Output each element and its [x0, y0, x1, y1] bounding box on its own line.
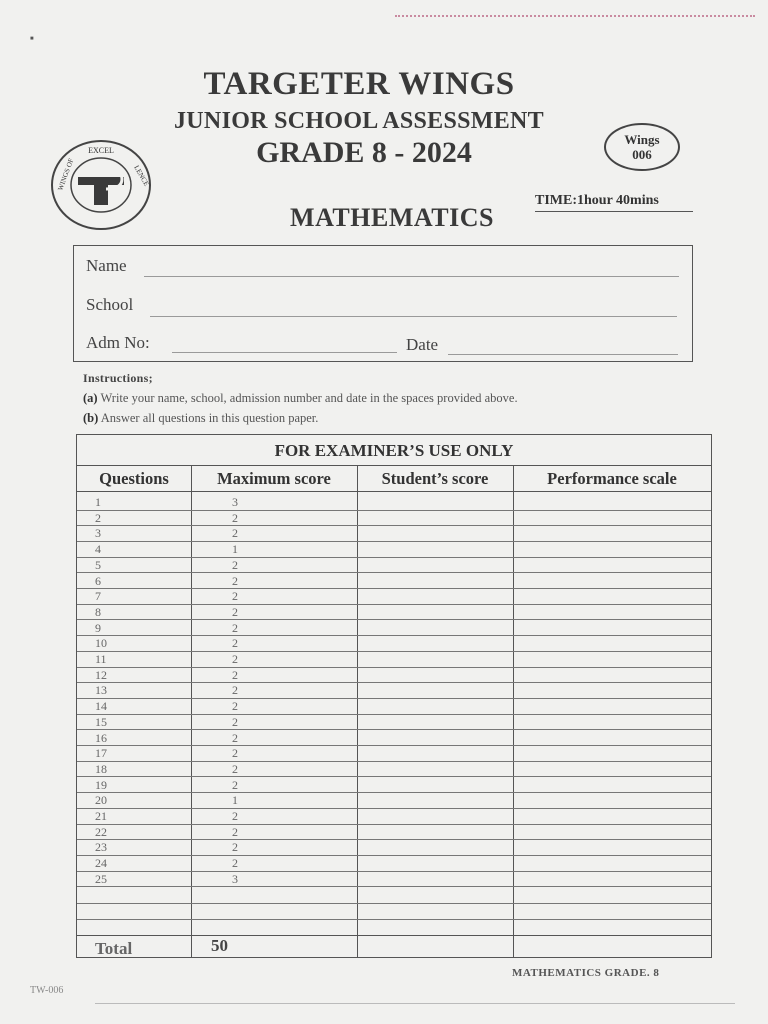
max-score: 2: [232, 856, 238, 871]
table-row: [77, 855, 711, 872]
table-row: [77, 824, 711, 841]
question-number: 14: [95, 699, 107, 714]
max-score: 2: [232, 604, 238, 619]
max-score: 1: [232, 793, 238, 808]
instruction-b-marker: (b): [83, 411, 99, 425]
footer-line: [95, 1003, 735, 1004]
question-number: 7: [95, 589, 101, 604]
max-score: 3: [232, 495, 238, 509]
table-row: [77, 651, 711, 668]
table-row: [77, 761, 711, 778]
org-title: TARGETER WINGS: [203, 66, 515, 102]
question-number: 6: [95, 573, 101, 588]
question-number: 19: [95, 777, 107, 792]
table-row: [77, 808, 711, 825]
max-score: 2: [232, 683, 238, 698]
table-row-empty: [77, 887, 711, 904]
max-score: 2: [232, 746, 238, 761]
badge-line-1: Wings: [624, 132, 660, 147]
max-score: 2: [232, 573, 238, 588]
max-score: 2: [232, 667, 238, 682]
table-row: [77, 494, 711, 511]
max-score: 2: [232, 510, 238, 525]
grade-title: GRADE 8 - 2024: [256, 136, 472, 169]
table-row: [77, 588, 711, 605]
question-number: 1: [95, 495, 101, 509]
table-row: [77, 667, 711, 684]
footer-subject: MATHEMATICS GRADE. 8: [512, 967, 660, 979]
max-score: 2: [232, 652, 238, 666]
badge-line-2: 006: [632, 147, 652, 162]
question-number: 13: [95, 683, 107, 698]
table-row: [77, 510, 711, 527]
instruction-a: [83, 391, 518, 406]
table-row: [77, 792, 711, 809]
max-score: 2: [232, 777, 238, 792]
question-number: 23: [95, 840, 107, 855]
svg-text:WINGS OF: WINGS OF: [56, 157, 76, 192]
date-field[interactable]: [448, 354, 678, 355]
date-label: Date: [406, 335, 439, 354]
question-number: 3: [95, 526, 101, 541]
max-score: 2: [232, 589, 238, 604]
instruction-b-text: Answer all questions in this question paper.: [100, 411, 319, 425]
question-number: 10: [95, 636, 107, 651]
table-row: [77, 714, 711, 731]
svg-text:EXCEL: EXCEL: [88, 146, 114, 155]
school-label: School: [86, 295, 134, 314]
max-score: 2: [232, 840, 238, 855]
table-row: [77, 541, 711, 558]
svg-text:LENCE: LENCE: [132, 164, 151, 188]
col-header-max-score: Maximum score: [191, 465, 357, 492]
question-number: 4: [95, 542, 101, 557]
adm-no-label: Adm No:: [86, 333, 150, 352]
question-number: 22: [95, 824, 107, 839]
table-row: [77, 839, 711, 856]
time-allowed: TIME:1hour 40mins: [535, 193, 659, 208]
table-row: [77, 745, 711, 762]
table-row: [77, 871, 711, 888]
name-field[interactable]: [144, 276, 679, 277]
question-number: 17: [95, 746, 107, 761]
question-number: 15: [95, 714, 107, 729]
max-score: 2: [232, 620, 238, 635]
max-score: 3: [232, 871, 238, 886]
max-score: 2: [232, 809, 238, 823]
max-score: 2: [232, 761, 238, 776]
table-row: [77, 525, 711, 542]
col-header-performance: Performance scale: [513, 465, 711, 492]
question-number: 16: [95, 730, 107, 745]
instruction-a-text: Write your name, school, admission number and date in the spaces provided above.: [100, 391, 518, 405]
paper-code-badge: [604, 123, 680, 171]
table-row-empty: [77, 903, 711, 920]
max-score: 2: [232, 699, 238, 714]
max-score: 2: [232, 526, 238, 541]
top-edge-dots: [395, 15, 755, 20]
time-underline: [535, 211, 693, 212]
subject-title: MATHEMATICS: [290, 203, 494, 232]
table-row: [77, 635, 711, 652]
table-row: [77, 730, 711, 747]
col-header-student-score: Student’s score: [357, 465, 513, 492]
question-number: 11: [95, 652, 107, 666]
name-label: Name: [86, 256, 127, 275]
total-divider: [77, 935, 711, 936]
table-row: [77, 604, 711, 621]
question-number: 9: [95, 620, 101, 635]
question-number: 21: [95, 809, 107, 823]
table-row: [77, 682, 711, 699]
total-label: Total: [95, 939, 133, 958]
max-score: 2: [232, 824, 238, 839]
table-row: [77, 620, 711, 637]
max-score: 2: [232, 730, 238, 745]
question-number: 2: [95, 510, 101, 525]
footer-code: TW-006: [30, 985, 64, 996]
table-row: [77, 557, 711, 574]
max-score: 1: [232, 542, 238, 557]
question-number: 12: [95, 667, 107, 682]
instruction-a-marker: (a): [83, 391, 98, 405]
table-row: [77, 777, 711, 794]
total-value: 50: [211, 936, 228, 955]
question-number: 25: [95, 871, 107, 886]
table-row: [77, 698, 711, 715]
adm-no-field[interactable]: [172, 352, 397, 353]
examiner-score-table: [76, 434, 712, 958]
question-number: 18: [95, 761, 107, 776]
max-score: 2: [232, 557, 238, 572]
school-field[interactable]: [150, 316, 677, 317]
table-row: [77, 573, 711, 590]
question-number: 5: [95, 557, 101, 572]
assessment-title: JUNIOR SCHOOL ASSESSMENT: [174, 108, 544, 134]
max-score: 2: [232, 636, 238, 651]
max-score: 2: [232, 714, 238, 729]
col-header-questions: Questions: [77, 465, 191, 492]
instructions-heading: Instructions;: [83, 371, 153, 385]
question-number: 8: [95, 604, 101, 619]
instruction-b: [83, 411, 318, 426]
question-number: 20: [95, 793, 107, 808]
question-number: 24: [95, 856, 107, 871]
candidate-info-box: [73, 245, 693, 362]
corner-mark: ■: [30, 36, 34, 42]
table-title: FOR EXAMINER’S USE ONLY: [77, 435, 711, 466]
